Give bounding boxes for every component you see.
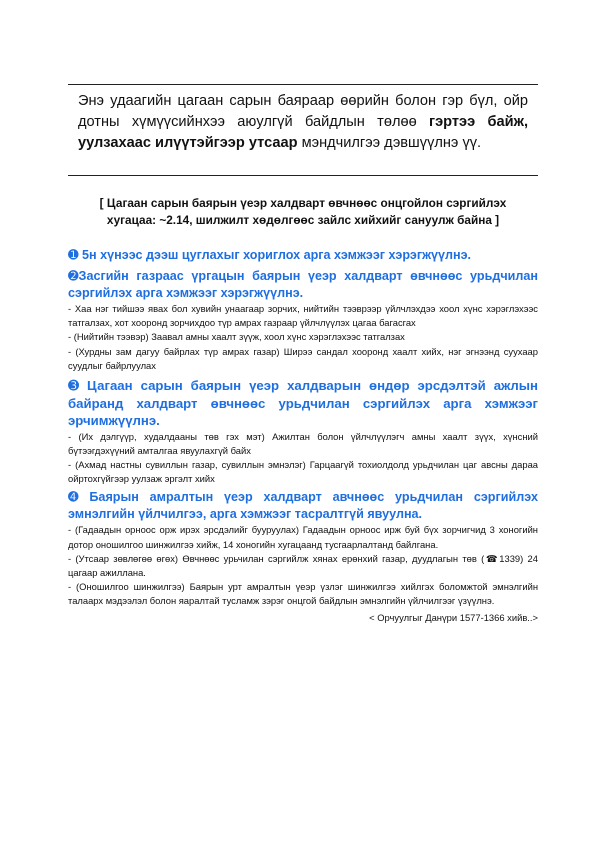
intro-emphasis: гэртээ байж, уулзахаас илүүтэйгээр утсаар	[78, 114, 528, 151]
subtitle-line-1: [ Цагаан сарын баярын үеэр халдварт өвчнөөс онцгойлон сэргийлэх	[99, 196, 507, 210]
section-4-item: - (Гадаадын орноос орж ирэх эрсдэлийг бууруулах) Гадаадын орноос ирж буй бүх зорчигчид 3 хоногийн дотор оношилгоо шинжилгээ хийж, 14 хоногийн хугацаанд тусгаарлалтанд байлгана.	[68, 524, 538, 550]
intro-notice	[68, 84, 538, 176]
section-2-item: - (Нийтийн тээвэр) Заавал амны хаалт зүүж, хоол хүнс хэрэглэхээс татгалзах	[68, 331, 405, 343]
subtitle	[68, 195, 538, 229]
section-2-heading: ➋Засгийн газраас үргацын баярын үеэр халдварт өвчнөөс урьдчилан сэргийлэх арга хэмжээг хэрэгжүүлнэ.	[68, 269, 538, 300]
translation-source: < Орчуулгыг Данүри 1577-1366 хийв..>	[369, 611, 538, 623]
section-3-item: - (Ахмад настны сувиллын газар, сувиллын эмнэлэг) Гарцаагүй тохиолдолд урьдчилан цаг авсны дараа ойртохгүйгээр уулзаж эргэлт хийх	[68, 458, 538, 485]
section-4-heading: ➍ Баярын амралтын үеэр халдварт авчнөөс урьдчилан сэргийлэх эмнэлгийн үйлчилгээ, арга хэмжээг тасралтгүй явуулна.	[68, 490, 538, 522]
section-2-item: - (Хурдны зам дагуу байрлах түр амрах газар) Ширээ сандал хооронд хаалт хийх, нэг эгнээнд суухаар суудлыг байрлуулах	[68, 345, 538, 371]
main-content	[68, 247, 538, 625]
section-3-item: - (Их дэлгүүр, худалдааны төв гэх мэт) Ажилтан болон үйлчлүүлэгч амны хаалт зүүх, хүнсний бүтээгдэхүүний амталгаа явуулахгүй байх	[68, 430, 538, 456]
intro-text-1: Энэ удаагийн цагаан сарын баяраар өөрийн болон гэр бүл, ойр дотны хүмүүсийнхээ аюулгүй байдлын төлөө	[78, 93, 528, 130]
section-3-heading: ➌ Цагаан сарын баярын үеэр халдварын өндөр эрсдэлтэй ажлын байранд халдварт өвчнөөс урьдчилан сэргийлэх арга хэмжээг эрчимжүүлнэ.	[68, 378, 538, 429]
section-2-item: - Хаа нэг тийшээ явах бол хувийн унаагаар зорчих, нийтийн тээврээр үйлчлэхдээ хоол хүнс хэрэглэхээс татгалзах, хот хооронд зорчихдоо түр амрах газраар үйлчлүүлэх цагаа багасгах	[68, 303, 538, 329]
section-4-item: - (Оношилгоо шинжилгээ) Баярын урт амралтын үеэр үзлэг шинжилгээ хийлгэх боломжтой эмнэлгийн талаарх мэдээлэл болон яаралтай тусламж зэрэг онцгой байдлын эмнэлгийн үйлчилгээг үзүүлнэ.	[68, 581, 538, 607]
section-4-item: - (Утсаар зөвлөгөө өгөх) Өвчнөөс урьчилан сэргийлж хянах ерөнхий газар, дуудлагын төв (☎1339) 24 цагаар ажиллана.	[68, 552, 538, 578]
section-1-heading: ➊ 5н хүнээс дээш цуглахыг хориглох арга хэмжээг хэрэгжүүлнэ.	[68, 248, 472, 262]
intro-text-3: мэндчилгээ дэвшүүлнэ үү.	[297, 135, 482, 151]
subtitle-line-2: хугацаа: ~2.14, шилжилт хөдөлгөөс зайлс хийхийг сануулж байна ]	[106, 213, 500, 227]
